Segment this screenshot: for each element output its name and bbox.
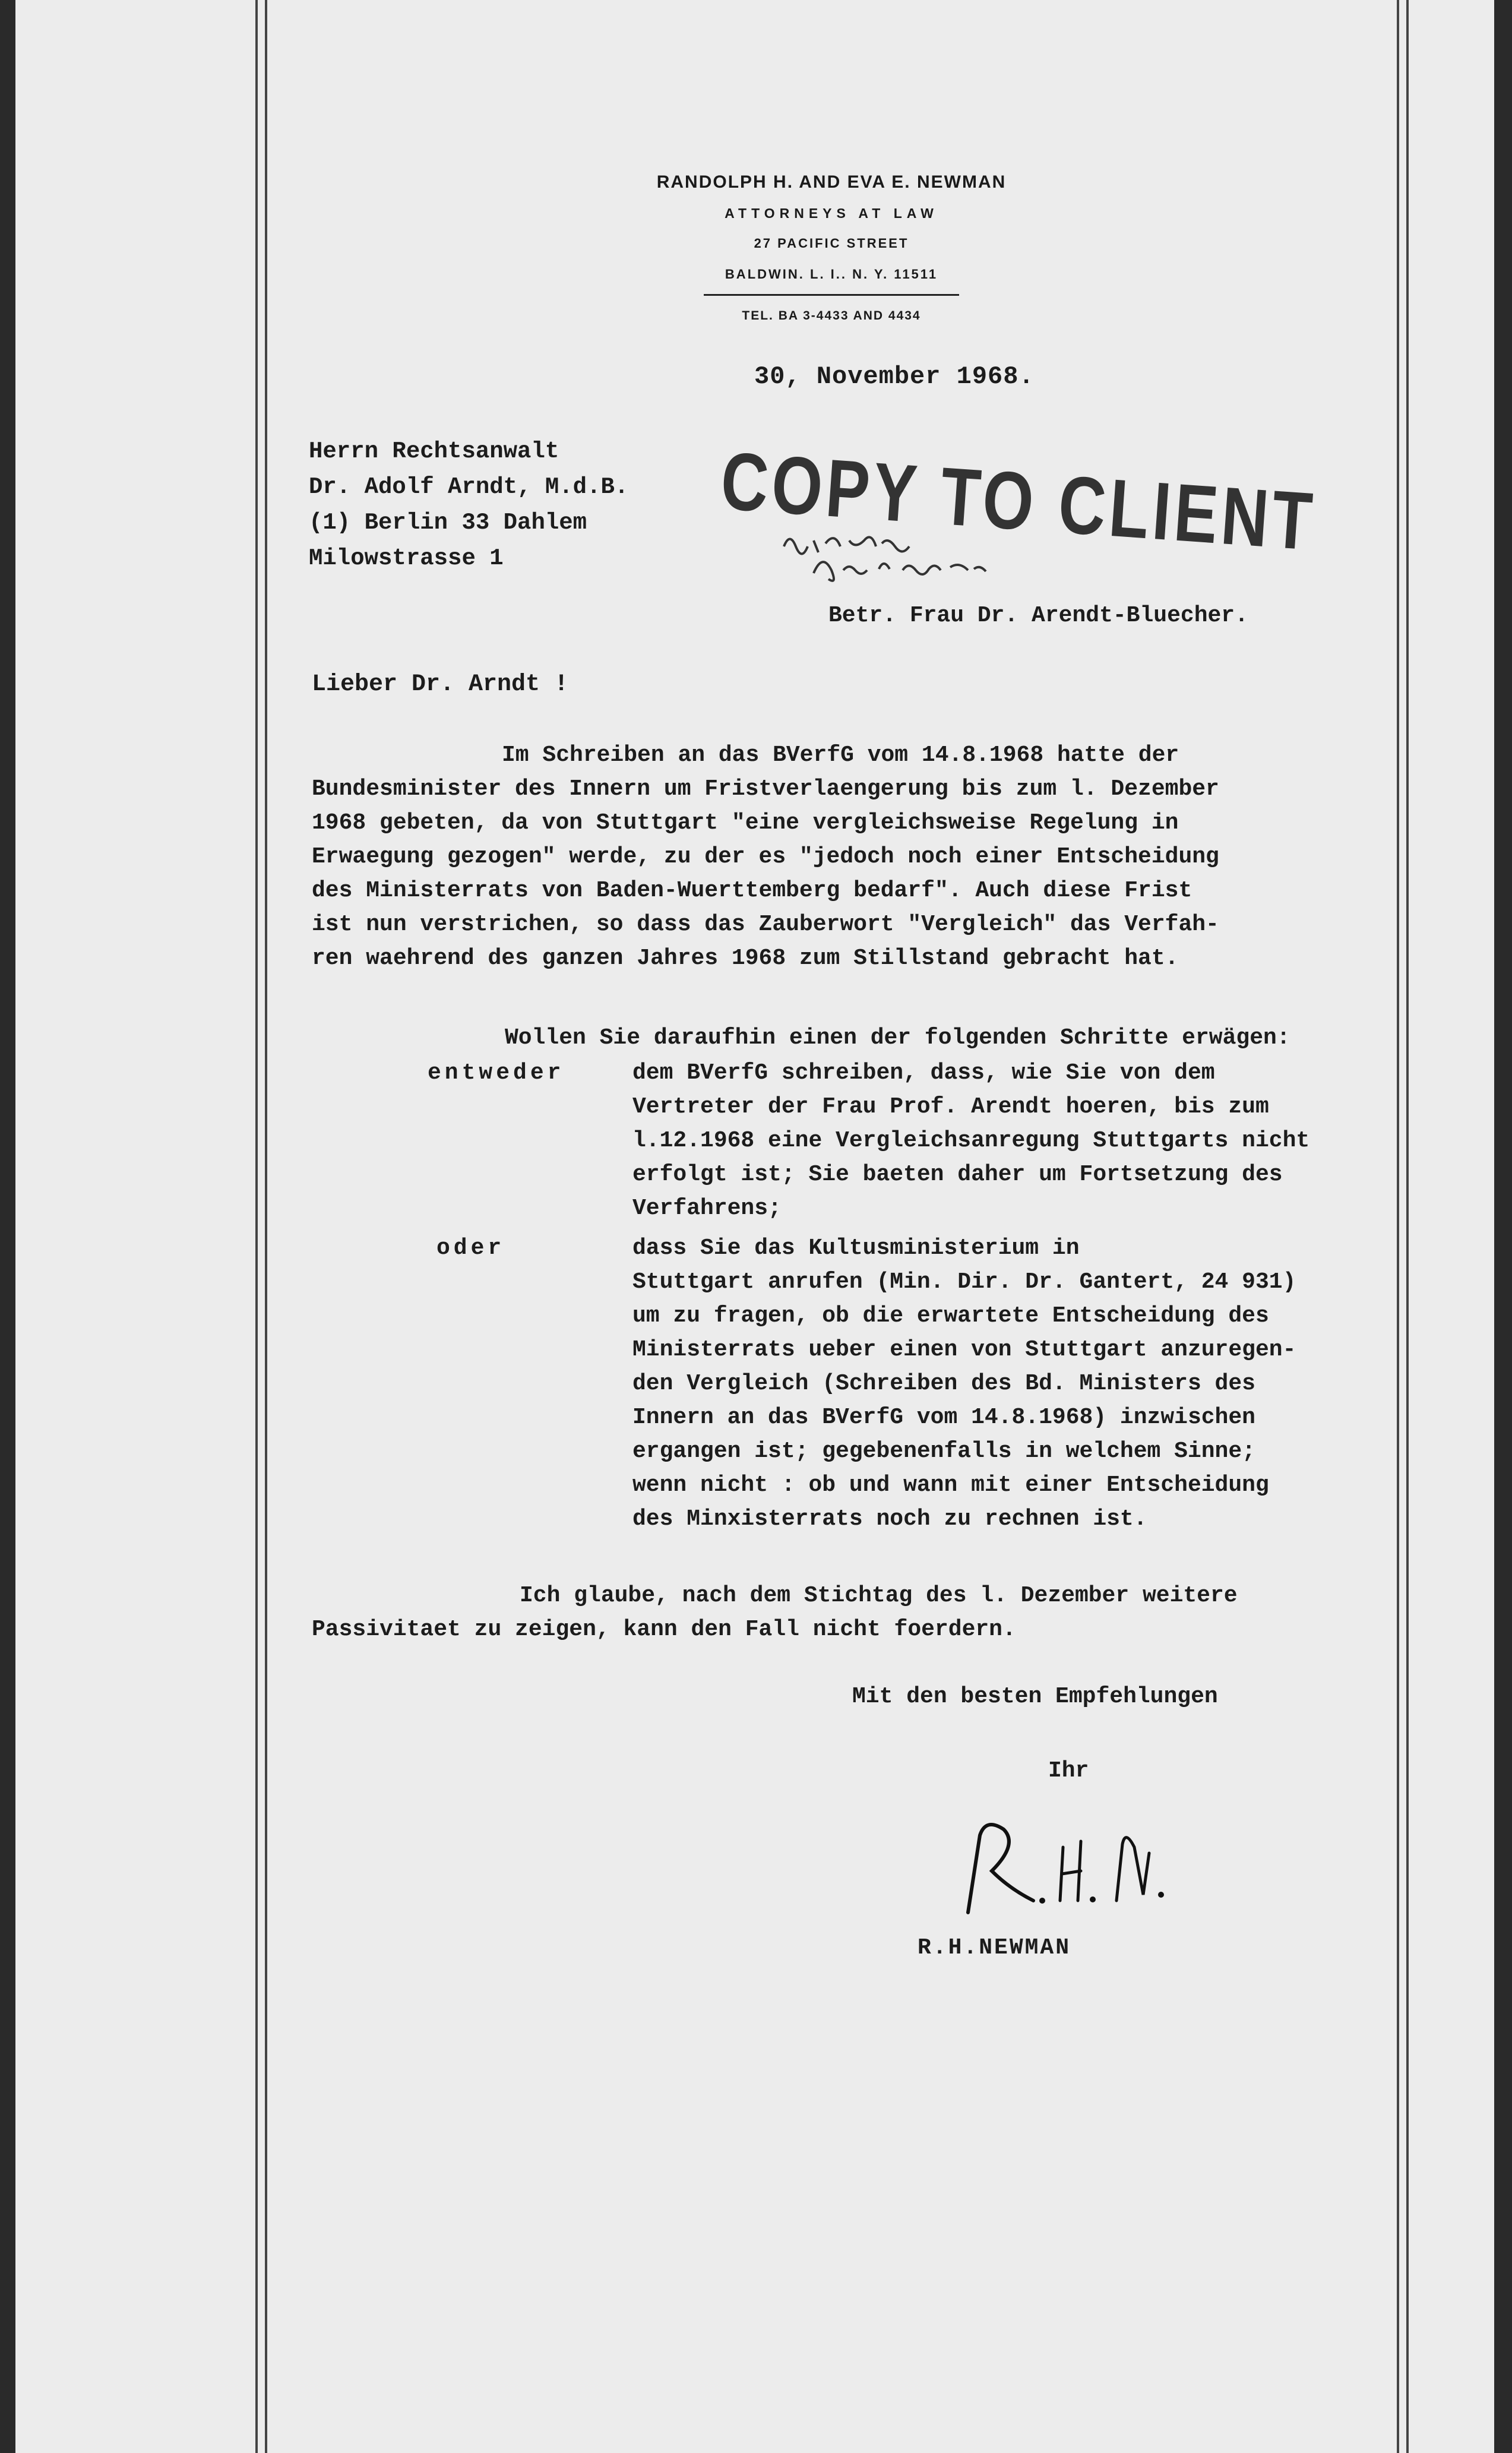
paragraph-line: ist nun verstrichen, so dass das Zauberwort "Vergleich" das Verfah- [312,912,1219,937]
letterhead-city: BALDWIN. L. I.. N. Y. 11511 [725,267,938,282]
letterhead-name: RANDOLPH H. AND EVA E. NEWMAN [656,172,1007,192]
option-line: erfolgt ist; Sie baeten daher um Fortsetzung des [632,1162,1283,1187]
handwritten-note-scribble [778,523,1146,588]
option-line: wenn nicht : ob und wann mit einer Entscheidung [632,1472,1269,1498]
option-line: Innern an das BVerfG vom 14.8.1968) inzwischen [632,1405,1255,1430]
letterhead-subtitle: ATTORNEYS AT LAW [725,206,938,221]
copy-to-client-stamp [718,434,1319,588]
option-line: Stuttgart anrufen (Min. Dir. Dr. Gantert, 24 931) [632,1269,1296,1295]
scan-edge-left [0,0,15,2453]
scan-edge-right [1494,0,1512,2453]
option-line: l.12.1968 eine Vergleichsanregung Stuttgarts nicht [632,1128,1310,1153]
recipient-line: Herrn Rechtsanwalt [309,438,559,464]
stamp-text: COPY TO CLIENT [718,435,1319,568]
option-line: des Minxisterrats noch zu rechnen ist. [632,1506,1147,1532]
margin-rule-left-inner [265,0,267,2453]
option-line: Vertreter der Frau Prof. Arendt hoeren, bis zum [632,1094,1269,1120]
letterhead [534,172,1128,323]
option-line: dass Sie das Kultusministerium in [632,1235,1080,1261]
signer-name: R.H.NEWMAN [918,1935,1071,1961]
margin-rule-right-outer [1406,0,1409,2453]
paragraph-intro: Wollen Sie daraufhin einen der folgenden Schritte erwägen: [505,1025,1290,1051]
paragraph-line: Bundesminister des Innern um Fristverlaengerung bis zum l. Dezember [312,776,1219,802]
letterhead-rule [704,294,959,296]
paragraph-line: 1968 gebeten, da von Stuttgart "eine vergleichsweise Regelung in [312,810,1179,836]
paragraph-line: ren waehrend des ganzen Jahres 1968 zum Stillstand gebracht hat. [312,946,1179,971]
option-line: dem BVerfG schreiben, dass, wie Sie von dem [632,1060,1215,1086]
option-line: um zu fragen, ob die erwartete Entscheidung des [632,1303,1269,1329]
letter-date: 30, November 1968. [754,362,1035,391]
salutation: Lieber Dr. Arndt ! [312,671,569,698]
paragraph-line: Passivitaet zu zeigen, kann den Fall nicht foerdern. [312,1617,1016,1642]
letterhead-telephone: TEL. BA 3-4433 AND 4434 [742,309,921,323]
recipient-line: Milowstrasse 1 [309,545,504,571]
margin-rule-right-inner [1397,0,1399,2453]
recipient-line: (1) Berlin 33 Dahlem [309,510,587,536]
letterhead-street: 27 PACIFIC STREET [754,236,909,251]
handwritten-signature [944,1812,1194,1930]
paragraph-line: Erwaegung gezogen" werde, zu der es "jedoch noch einer Entscheidung [312,844,1219,870]
option-line: Ministerrats ueber einen von Stuttgart anzuregen- [632,1337,1296,1363]
subject-line: Betr. Frau Dr. Arendt-Bluecher. [828,603,1248,628]
option-line: Verfahrens; [632,1196,782,1221]
closing-phrase: Mit den besten Empfehlungen [852,1684,1218,1709]
recipient-address [309,434,628,576]
paragraph-line: Ich glaube, nach dem Stichtag des l. Dezember weitere [520,1583,1238,1608]
option-line: den Vergleich (Schreiben des Bd. Ministers des [632,1371,1255,1396]
option-label-oder: oder [436,1235,505,1261]
margin-rule-left-outer [255,0,258,2453]
paragraph-line: des Ministerrats von Baden-Wuerttemberg bedarf". Auch diese Frist [312,878,1192,903]
option-label-entweder: entweder [428,1060,565,1086]
paragraph-line: Im Schreiben an das BVerfG vom 14.8.1968 hatte der [502,742,1179,768]
recipient-line: Dr. Adolf Arndt, M.d.B. [309,474,629,500]
option-line: ergangen ist; gegebenenfalls in welchem Sinne; [632,1439,1255,1464]
closing-ihr: Ihr [1048,1758,1089,1784]
